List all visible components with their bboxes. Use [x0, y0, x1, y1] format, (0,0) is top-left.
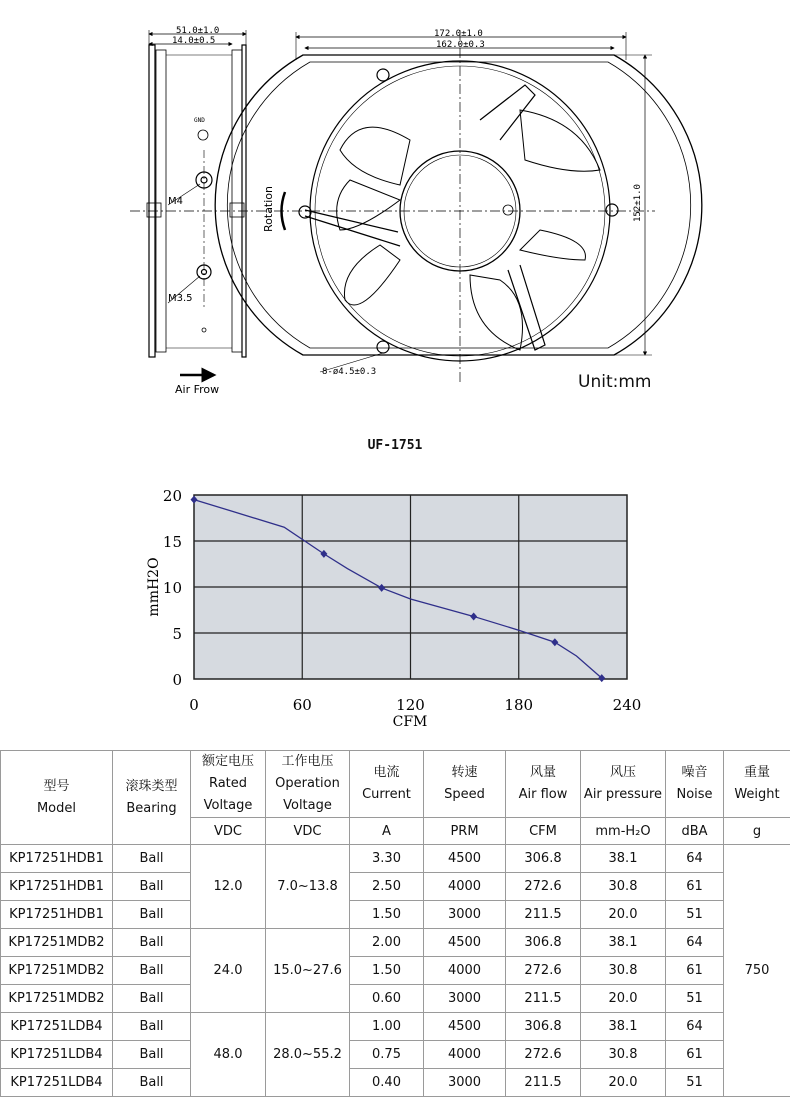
unit-cell: mm-H₂O — [581, 818, 666, 845]
model-cell: KP17251HDB1 — [1, 901, 113, 929]
y-tick-label: 5 — [172, 625, 182, 643]
speed-cell: 4500 — [424, 929, 506, 957]
operation-voltage-cell: 28.0~55.2 — [266, 1013, 350, 1097]
side-view — [147, 30, 246, 357]
y-tick-label: 15 — [162, 533, 182, 551]
current-cell: 0.60 — [350, 985, 424, 1013]
speed-cell: 3000 — [424, 1069, 506, 1097]
table-row — [1, 957, 790, 985]
dim-height: 152±1.0 — [633, 184, 643, 222]
current-cell: 1.00 — [350, 1013, 424, 1041]
pressure-cell: 38.1 — [581, 1013, 666, 1041]
noise-cell: 51 — [666, 985, 724, 1013]
x-tick-labels — [189, 696, 641, 714]
airflow-cell: 306.8 — [506, 1013, 581, 1041]
header-cell — [581, 751, 666, 818]
current-cell: 0.75 — [350, 1041, 424, 1069]
header-en: Weight — [734, 787, 780, 802]
x-tick-label: 180 — [504, 696, 534, 714]
speed-cell: 4000 — [424, 1041, 506, 1069]
current-cell: 2.50 — [350, 873, 424, 901]
header-cn: 型号 — [43, 778, 70, 794]
airflow-cell: 272.6 — [506, 1041, 581, 1069]
header-cn: 噪音 — [681, 765, 708, 780]
noise-cell: 61 — [666, 1041, 724, 1069]
y-tick-labels — [163, 487, 182, 689]
front-view — [215, 32, 702, 372]
table-row — [1, 1069, 790, 1097]
dim-hole-spacing: 162.0±0.3 — [436, 40, 485, 50]
unit-cell: PRM — [424, 818, 506, 845]
model-cell: KP17251LDB4 — [1, 1041, 113, 1069]
pressure-cell: 20.0 — [581, 1069, 666, 1097]
header-cell — [424, 751, 506, 818]
airflow-cell: 272.6 — [506, 873, 581, 901]
pressure-cell: 20.0 — [581, 985, 666, 1013]
bearing-cell: Ball — [113, 957, 191, 985]
noise-cell: 51 — [666, 901, 724, 929]
operation-voltage-cell: 7.0~13.8 — [266, 845, 350, 929]
unit-cell: VDC — [191, 818, 266, 845]
current-cell: 1.50 — [350, 957, 424, 985]
fan-technical-drawing — [0, 0, 790, 420]
x-tick-label: 0 — [189, 696, 199, 714]
header-cn: 转速 — [451, 765, 478, 780]
speed-cell: 3000 — [424, 901, 506, 929]
model-cell: KP17251MDB2 — [1, 929, 113, 957]
header-cell — [1, 751, 113, 845]
noise-cell: 64 — [666, 845, 724, 873]
unit-cell: g — [724, 818, 790, 845]
header-en: Speed — [444, 787, 485, 802]
bearing-cell: Ball — [113, 901, 191, 929]
speed-cell: 3000 — [424, 985, 506, 1013]
pressure-cell: 38.1 — [581, 929, 666, 957]
header-cn: 风量 — [529, 765, 556, 780]
header-en: Rated Voltage — [203, 776, 253, 813]
rotation-label: Rotation — [262, 185, 275, 232]
x-tick-label: 120 — [396, 696, 425, 714]
dim-depth: 51.0±1.0 — [176, 26, 220, 36]
header-cn: 额定电压 — [201, 754, 254, 769]
header-cn: 电流 — [373, 765, 400, 780]
dim-width: 172.0±1.0 — [434, 29, 483, 39]
table-row — [1, 929, 790, 957]
spec-table — [0, 750, 790, 1097]
m4-label: M4 — [168, 196, 183, 207]
header-cell — [506, 751, 581, 818]
bearing-cell: Ball — [113, 1013, 191, 1041]
bearing-cell: Ball — [113, 873, 191, 901]
airflow-cell: 306.8 — [506, 929, 581, 957]
speed-cell: 4000 — [424, 873, 506, 901]
model-cell: KP17251MDB2 — [1, 957, 113, 985]
rated-voltage-cell: 48.0 — [191, 1013, 266, 1097]
bearing-cell: Ball — [113, 985, 191, 1013]
table-row — [1, 873, 790, 901]
chart-title: UF-1751 — [367, 438, 423, 453]
airflow-cell: 211.5 — [506, 1069, 581, 1097]
speed-cell: 4500 — [424, 1013, 506, 1041]
model-cell: KP17251LDB4 — [1, 1069, 113, 1097]
rated-voltage-cell: 24.0 — [191, 929, 266, 1013]
header-en: Air flow — [518, 787, 568, 802]
header-en: Current — [362, 787, 411, 802]
header-cell — [191, 751, 266, 818]
bearing-cell: Ball — [113, 1041, 191, 1069]
unit-cell: CFM — [506, 818, 581, 845]
model-cell: KP17251LDB4 — [1, 1013, 113, 1041]
header-en: Model — [36, 800, 77, 816]
x-axis-label: CFM — [392, 714, 428, 730]
current-cell: 0.40 — [350, 1069, 424, 1097]
x-tick-label: 60 — [292, 696, 312, 714]
pressure-cell: 20.0 — [581, 901, 666, 929]
current-cell: 1.50 — [350, 901, 424, 929]
airflow-cell: 306.8 — [506, 845, 581, 873]
model-cell: KP17251HDB1 — [1, 845, 113, 873]
header-cn: 风压 — [609, 765, 636, 780]
airflow-cell: 211.5 — [506, 985, 581, 1013]
noise-cell: 64 — [666, 929, 724, 957]
dim-flange: 14.0±0.5 — [172, 36, 216, 46]
airflow-cell: 272.6 — [506, 957, 581, 985]
header-cell — [666, 751, 724, 818]
noise-cell: 51 — [666, 1069, 724, 1097]
unit-cell: A — [350, 818, 424, 845]
gnd-label: GND — [194, 117, 205, 124]
header-en: Operation Voltage — [275, 776, 340, 813]
noise-cell: 61 — [666, 957, 724, 985]
airflow-cell: 211.5 — [506, 901, 581, 929]
rated-voltage-cell: 12.0 — [191, 845, 266, 929]
table-row — [1, 901, 790, 929]
header-cn: 重量 — [743, 765, 770, 780]
dim-mount-holes: 8-ø4.5±0.3 — [322, 367, 377, 377]
table-row — [1, 845, 790, 873]
unit-cell: VDC — [266, 818, 350, 845]
y-tick-label: 0 — [172, 671, 182, 689]
pressure-cell: 30.8 — [581, 873, 666, 901]
weight-cell: 750 — [724, 845, 790, 1097]
header-cell — [113, 751, 191, 845]
header-en: Bearing — [126, 800, 177, 816]
header-cn: 滚珠类型 — [125, 778, 178, 794]
speed-cell: 4000 — [424, 957, 506, 985]
bearing-cell: Ball — [113, 1069, 191, 1097]
unit-label: Unit:mm — [578, 372, 652, 392]
current-cell: 3.30 — [350, 845, 424, 873]
model-cell: KP17251MDB2 — [1, 985, 113, 1013]
speed-cell: 4500 — [424, 845, 506, 873]
pq-curve-chart — [0, 470, 790, 735]
table-row — [1, 1041, 790, 1069]
noise-cell: 64 — [666, 1013, 724, 1041]
table-row — [1, 1013, 790, 1041]
bearing-cell: Ball — [113, 845, 191, 873]
x-tick-label: 240 — [612, 696, 642, 714]
header-cell — [266, 751, 350, 818]
y-tick-label: 10 — [162, 579, 182, 597]
unit-cell: dBA — [666, 818, 724, 845]
model-cell: KP17251HDB1 — [1, 873, 113, 901]
airflow-label: Air Frow — [175, 383, 220, 396]
header-cell — [724, 751, 790, 818]
current-cell: 2.00 — [350, 929, 424, 957]
header-cn: 工作电压 — [281, 754, 334, 769]
bearing-cell: Ball — [113, 929, 191, 957]
pressure-cell: 30.8 — [581, 1041, 666, 1069]
y-axis-label: mmH2O — [146, 557, 162, 617]
m35-label: M3.5 — [168, 293, 193, 304]
header-en: Air pressure — [583, 787, 663, 802]
header-en: Noise — [676, 787, 713, 802]
noise-cell: 61 — [666, 873, 724, 901]
header-cell — [350, 751, 424, 818]
pressure-cell: 38.1 — [581, 845, 666, 873]
operation-voltage-cell: 15.0~27.6 — [266, 929, 350, 1013]
y-tick-label: 20 — [162, 487, 182, 505]
pressure-cell: 30.8 — [581, 957, 666, 985]
table-row — [1, 985, 790, 1013]
